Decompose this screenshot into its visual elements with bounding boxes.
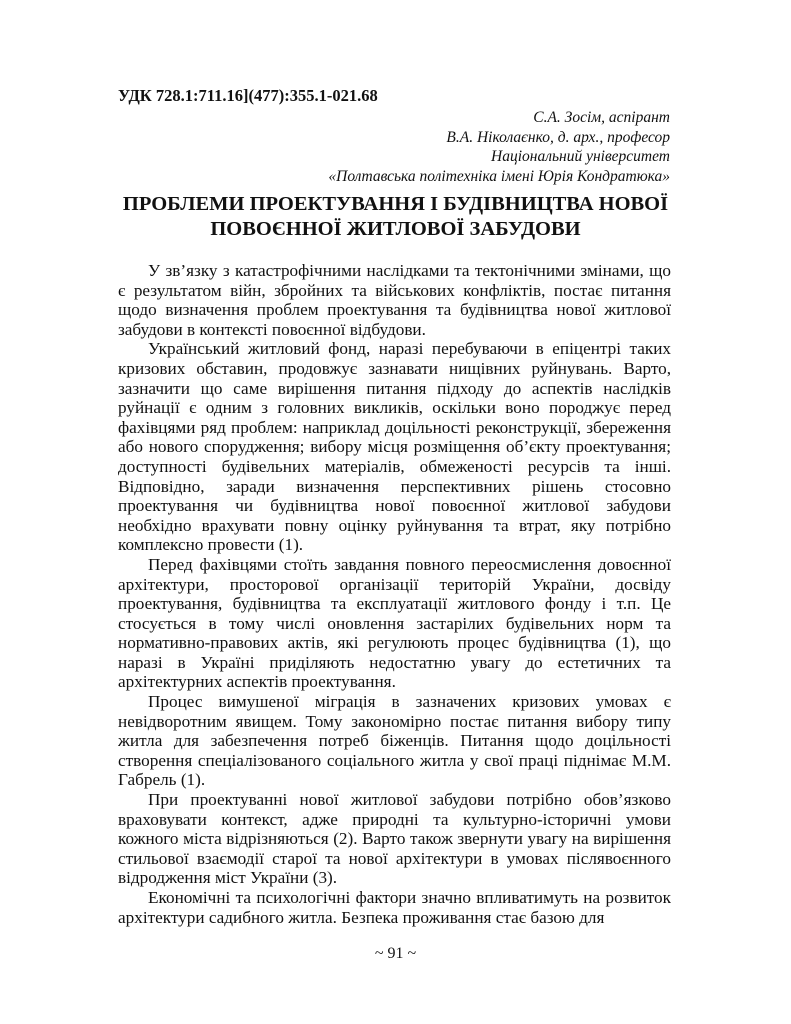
text-line: необхідно врахувати повну оцінку руйнування та втрат, яку потрібно — [118, 515, 671, 535]
text-line: стосується в тому числі оновлення застарілих будівельних норм та — [118, 613, 671, 633]
text-line: відродження міст України (3). — [118, 868, 338, 888]
author-1: С.А. Зосім, аспірант — [533, 109, 670, 126]
text-line: кожного міста відрізняються (2). Варто також звернути увагу на вирішення — [118, 829, 671, 849]
text-line: нормативно-правових актів, які регулюють процес будівництва (1), що — [118, 633, 671, 653]
text-line: При проектуванні нової житлової забудови потрібно обов’язково — [148, 790, 671, 810]
title-line: ПОВОЄННОЇ ЖИТЛОВОЇ ЗАБУДОВИ — [210, 218, 581, 240]
author-block — [328, 108, 670, 186]
text-line: або нового спорудження; вибору місця розміщення об’єкту проектування; — [118, 437, 671, 457]
text-line: руйнації є одним з головних викликів, оскільки воно породжує перед — [118, 398, 671, 418]
text-line: Відповідно, заради визначення перспективних рішень стосовно — [118, 476, 671, 496]
text-line: доступності будівельних матеріалів, обмеженості ресурсів та інші. — [118, 456, 671, 476]
text-line: є результатом війн, збройних та військових конфліктів, постає питання — [118, 280, 671, 300]
article-body — [118, 261, 671, 927]
text-line: Габрель (1). — [118, 770, 206, 790]
text-line: архітектурних аспектів проектування. — [118, 672, 396, 692]
text-line: архітектури садибного житла. Безпека проживання стає базою для — [118, 907, 605, 927]
paragraph — [118, 692, 671, 790]
paragraph — [118, 888, 671, 927]
affiliation: Національний університет — [491, 148, 670, 165]
text-line: Перед фахівцями стоїть завдання повного переосмислення довоєнної — [148, 554, 671, 574]
text-line: комплексно провести (1). — [118, 535, 304, 555]
text-line: щодо визначення проблем проектування та будівництва нової житлової — [118, 300, 671, 320]
text-line: архітектури, просторової організації територій України, досвіду — [118, 574, 671, 594]
text-line: фахівцями ряд проблем: наприклад доцільності реконструкції, збереження — [118, 417, 671, 437]
text-line: У зв’язку з катастрофічними наслідками та тектонічними змінами, що — [148, 261, 671, 280]
udk-code: УДК 728.1:711.16](477):355.1-021.68 — [118, 86, 378, 105]
page-number: ~ 91 ~ — [374, 945, 417, 962]
article-title — [60, 192, 731, 242]
affiliation-name: «Полтавська політехніка імені Юрія Кондратюка» — [328, 167, 670, 185]
text-line: Український житловий фонд, наразі перебуваючи в епіцентрі таких — [148, 339, 671, 359]
text-line: Процес вимушеної міграція в зазначених кризових умовах є — [148, 692, 671, 712]
text-line: створення спеціалізованого соціального житла у свої праці піднімає М.М. — [118, 750, 671, 770]
text-line: забудови в контексті повоєнної відбудови. — [118, 319, 426, 339]
author-2: В.А. Ніколаєнко, д. арх., професор — [446, 128, 670, 146]
text-line: невідворотним явищем. Тому закономірно постає питання вибору типу — [118, 711, 671, 731]
text-line: житла для забезпечення потреб біженців. Питання щодо доцільності — [118, 731, 671, 751]
paragraph — [118, 555, 671, 692]
text-line: проектування, будівництва та експлуатації житлового фонду і т.п. Це — [118, 594, 671, 614]
title-line: ПРОБЛЕМИ ПРОЕКТУВАННЯ І БУДІВНИЦТВА НОВОЇ — [122, 193, 669, 215]
text-line: стильової взаємодії старої та нової архітектури в умовах післявоєнного — [118, 848, 671, 868]
text-line: наразі в Україні приділяють недостатню увагу до естетичних та — [118, 652, 671, 672]
text-line: кризових обставин, продовжує зазнавати нищівних руйнувань. Варто, — [118, 358, 671, 378]
paragraph — [118, 261, 671, 339]
text-line: зазначити що саме вирішення питання підходу до аспектів наслідків — [118, 378, 671, 398]
text-line: Економічні та психологічні фактори значно впливатимуть на розвиток — [148, 888, 671, 907]
text-line: враховувати контекст, адже природні та культурно-історичні умови — [118, 809, 671, 829]
paragraph — [118, 790, 671, 888]
text-line: проектування чи будівництва нової повоєнної житлової забудови — [118, 496, 671, 516]
paragraph — [118, 339, 671, 555]
